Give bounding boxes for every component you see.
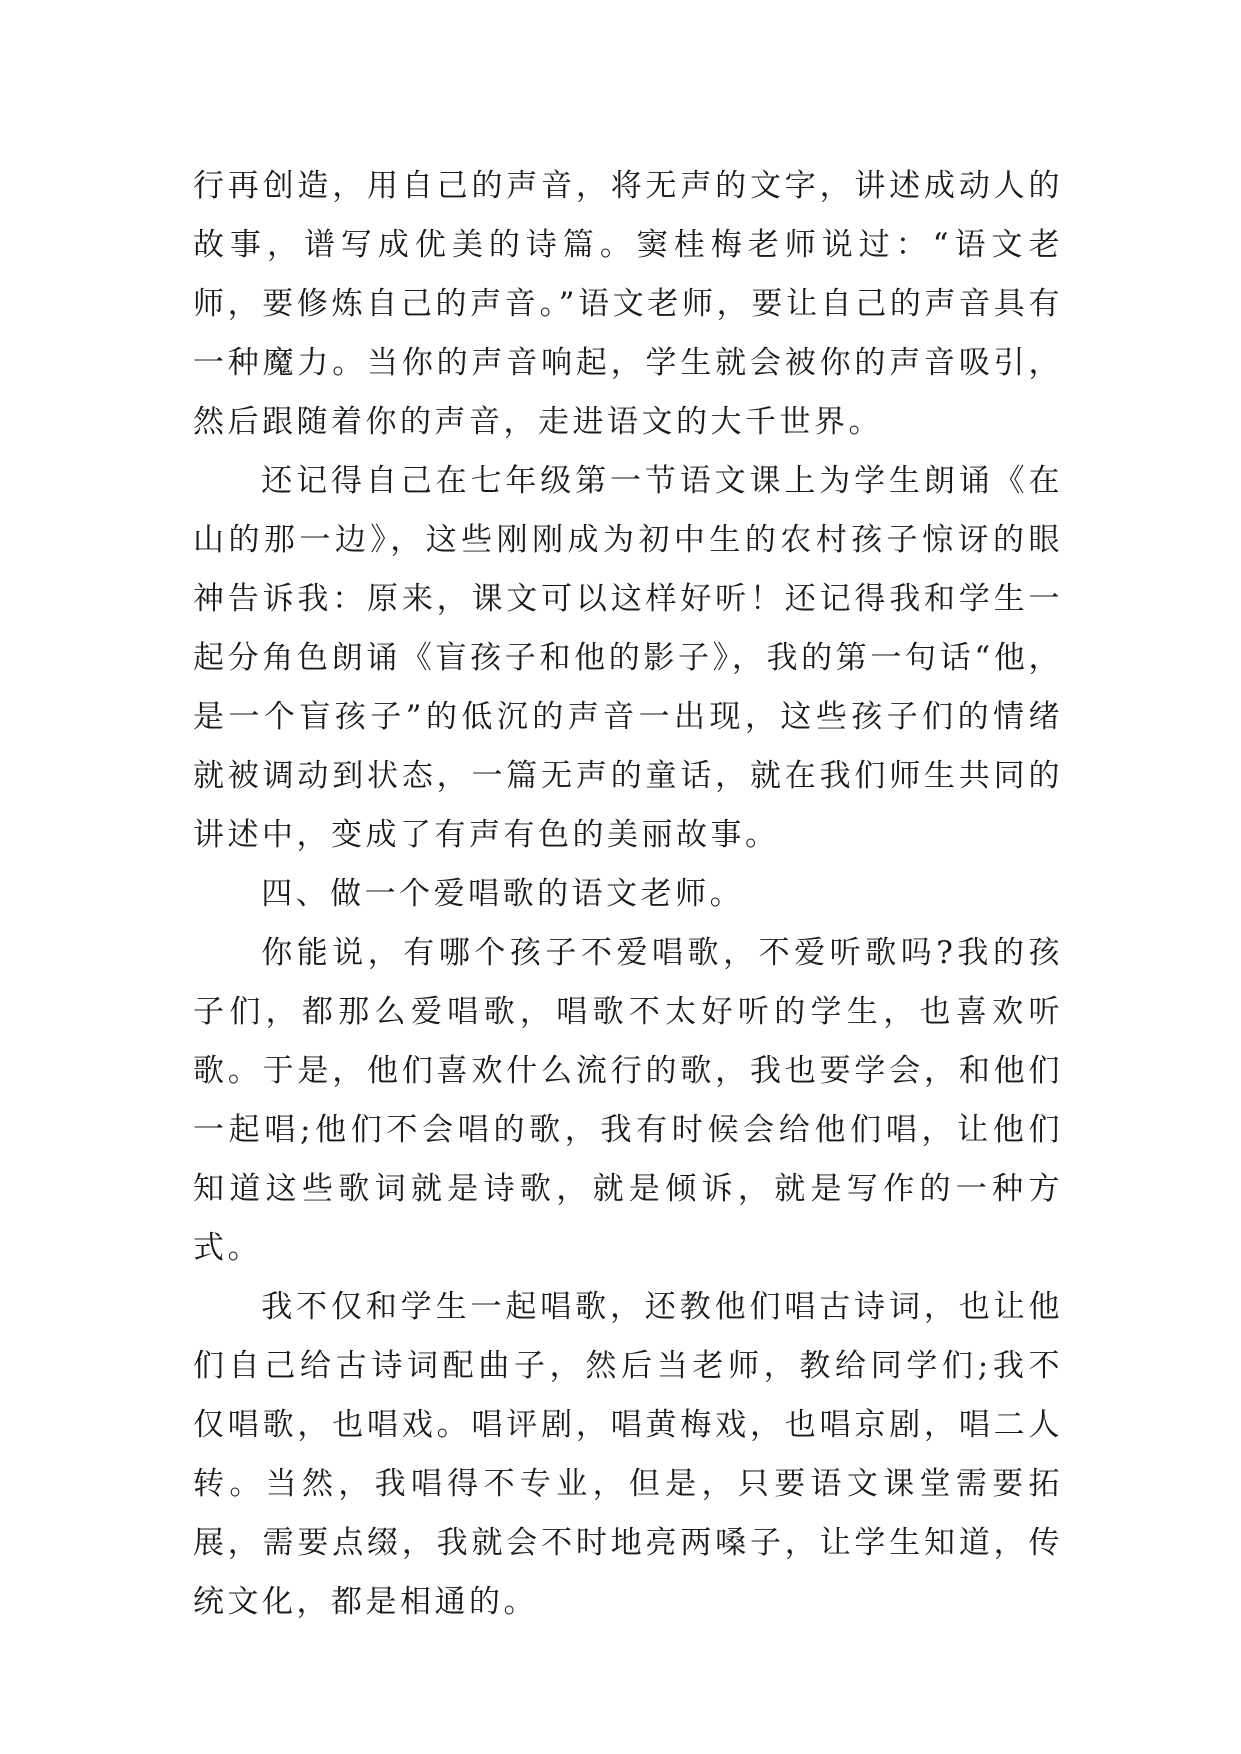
paragraph-1: 行再创造，用自己的声音，将无声的文字，讲述成动人的故事，谱写成优美的诗篇。窦桂梅老师说过：“语文老师，要修炼自己的声音。”语文老师，要让自己的声音具有一种魔力。当你的声音响起，学生就会被你的声音吸引，然后跟随着你的声音，走进语文的大千世界。 bbox=[193, 168, 1063, 440]
paragraph-3: 你能说，有哪个孩子不爱唱歌，不爱听歌吗?我的孩子们，都那么爱唱歌，唱歌不太好听的学生，也喜欢听歌。于是，他们喜欢什么流行的歌，我也要学会，和他们一起唱;他们不会唱的歌，我有时候会给他们唱，让他们知道这些歌词就是诗歌，就是倾诉，就是写作的一种方式。 bbox=[193, 935, 1063, 1266]
paragraph-2: 还记得自己在七年级第一节语文课上为学生朗诵《在山的那一边》，这些刚刚成为初中生的农村孩子惊讶的眼神告诉我：原来，课文可以这样好听！还记得我和学生一起分角色朗诵《盲孩子和他的影子》，我的第一句话“他，是一个盲孩子”的低沉的声音一出现，这些孩子们的情绪就被调动到状态，一篇无声的童话，就在我们师生共同的讲述中，变成了有声有色的美丽故事。 bbox=[193, 463, 1063, 853]
section-heading: 四、做一个爱唱歌的语文老师。 bbox=[261, 876, 745, 912]
paragraph-4: 我不仅和学生一起唱歌，还教他们唱古诗词，也让他们自己给古诗词配曲子，然后当老师，教给同学们;我不仅唱歌，也唱戏。唱评剧，唱黄梅戏，也唱京剧，唱二人转。当然，我唱得不专业，但是，只要语文课堂需要拓展，需要点缀，我就会不时地亮两嗓子，让学生知道，传统文化，都是相通的。 bbox=[193, 1289, 1063, 1620]
document-body bbox=[193, 157, 1063, 1632]
